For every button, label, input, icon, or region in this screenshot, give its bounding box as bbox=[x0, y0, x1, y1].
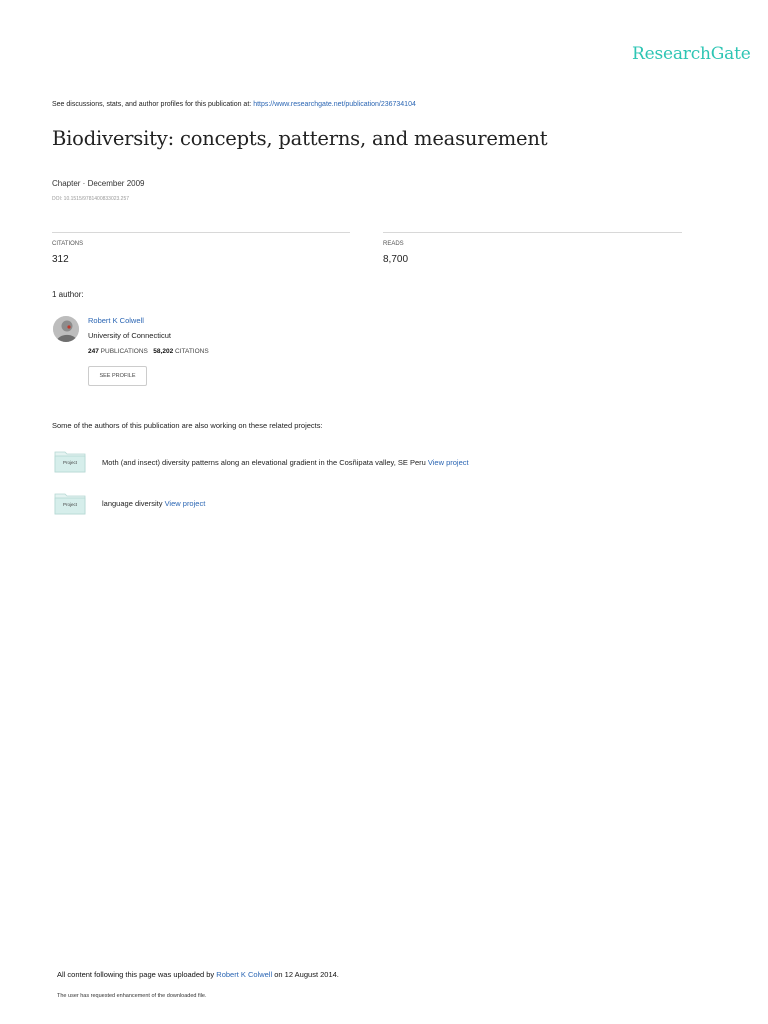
reads-divider bbox=[383, 232, 682, 233]
citations-value: 312 bbox=[52, 254, 69, 265]
project-folder-icon[interactable] bbox=[54, 449, 86, 473]
enhancement-note: The user has requested enhancement of the downloaded file. bbox=[57, 993, 207, 999]
reads-value: 8,700 bbox=[383, 254, 409, 265]
project-folder-label: Project bbox=[63, 502, 78, 507]
author-institution: University of Connecticut bbox=[88, 331, 171, 340]
publication-type-date: Chapter · December 2009 bbox=[52, 179, 145, 188]
author-name-link[interactable]: Robert K Colwell bbox=[88, 316, 144, 325]
related-project-item bbox=[102, 458, 469, 467]
author-citations-label: CITATIONS bbox=[175, 348, 209, 355]
publication-url-link[interactable]: https://www.researchgate.net/publication/236734104 bbox=[253, 101, 416, 108]
author-citations-count: 58,202 bbox=[153, 348, 174, 355]
related-project-item bbox=[102, 499, 205, 508]
see-discussions-line bbox=[52, 101, 416, 108]
related-project-text: language diversity bbox=[102, 499, 163, 508]
reads-label: READS bbox=[383, 241, 404, 247]
publication-doi[interactable]: DOI: 10.1515/9781400833023.257 bbox=[52, 196, 130, 202]
view-project-link[interactable]: View project bbox=[164, 499, 206, 508]
author-publications-label: PUBLICATIONS bbox=[100, 348, 148, 355]
upload-notice-prefix: All content following this page was uploaded by bbox=[57, 970, 215, 979]
project-folder-label: Project bbox=[63, 460, 78, 465]
publication-title: Biodiversity: concepts, patterns, and measurement bbox=[52, 127, 548, 150]
view-project-link[interactable]: View project bbox=[427, 458, 469, 467]
project-folder-icon[interactable] bbox=[54, 491, 86, 515]
researchgate-logo[interactable]: ResearchGate bbox=[632, 44, 751, 64]
citations-label: CITATIONS bbox=[52, 241, 84, 247]
citations-divider bbox=[52, 232, 350, 233]
see-profile-button[interactable]: SEE PROFILE bbox=[88, 366, 147, 386]
related-project-text: Moth (and insect) diversity patterns along an elevational gradient in the Cosñipata valley, SE Peru bbox=[102, 458, 426, 467]
authors-heading: 1 author: bbox=[52, 290, 84, 299]
author-avatar[interactable] bbox=[53, 316, 79, 342]
see-discussions-text: See discussions, stats, and author profiles for this publication at: bbox=[52, 101, 252, 108]
uploader-link[interactable]: Robert K Colwell bbox=[216, 970, 273, 979]
author-photo-icon bbox=[53, 316, 79, 342]
related-projects-heading: Some of the authors of this publication are also working on these related projects: bbox=[52, 421, 323, 430]
upload-notice bbox=[57, 970, 339, 979]
upload-notice-suffix: on 12 August 2014. bbox=[274, 970, 339, 979]
author-publications-count: 247 bbox=[88, 348, 99, 355]
author-stats bbox=[88, 348, 209, 355]
